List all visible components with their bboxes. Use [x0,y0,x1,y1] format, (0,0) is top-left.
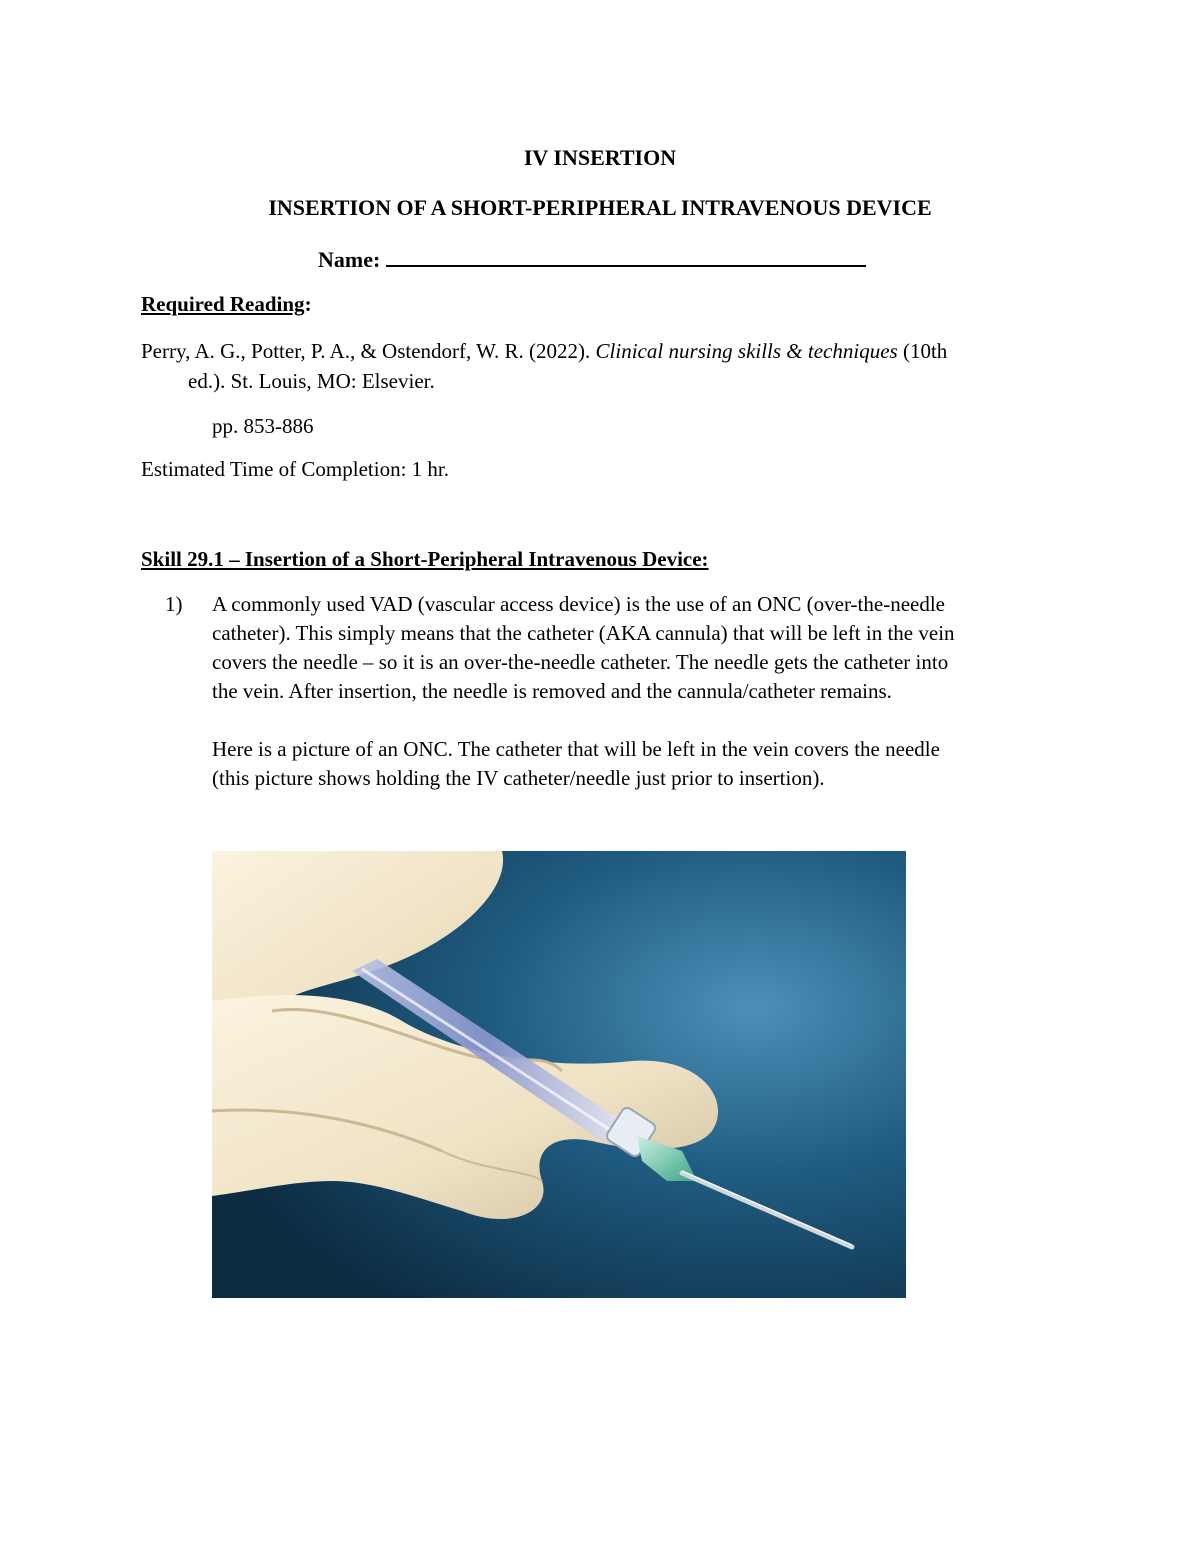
reference-book-title: Clinical nursing skills & techniques [595,339,898,363]
reference-line-2: ed.). St. Louis, MO: Elsevier. [188,369,435,393]
required-reading-heading [141,290,312,318]
required-reading-colon: : [304,292,312,316]
required-reading-label: Required Reading [141,292,305,316]
name-blank-line[interactable] [386,245,866,267]
name-field-row [318,245,866,274]
reference-pages: pp. 853-886 [212,414,314,438]
document-subtitle: INSERTION OF A SHORT-PERIPHERAL INTRAVENOUS DEVICE [268,195,932,220]
item-note-line: Here is a picture of an ONC. The catheter that will be left in the vein covers the needle [212,737,940,761]
reference-line-1 [141,337,947,365]
item-text-line: catheter). This simply means that the catheter (AKA cannula) that will be left in the vein [212,621,955,645]
name-label: Name: [318,247,381,272]
item-text-line: the vein. After insertion, the needle is removed and the cannula/catheter remains. [212,679,892,703]
skill-heading: Skill 29.1 – Insertion of a Short-Peripheral Intravenous Device: [141,547,709,571]
item-text-line: A commonly used VAD (vascular access device) is the use of an ONC (over-the-needle [212,592,945,616]
iv-catheter-photo [212,851,906,1298]
item-text-line: covers the needle – so it is an over-the-needle catheter. The needle gets the catheter into [212,650,949,674]
estimated-time: Estimated Time of Completion: 1 hr. [141,457,450,481]
item-note-line: (this picture shows holding the IV catheter/needle just prior to insertion). [212,766,825,790]
reference-edition-start: (10th [897,339,948,363]
item-number: 1) [165,592,183,616]
reference-authors: Perry, A. G., Potter, P. A., & Ostendorf, W. R. (2022). [141,339,596,363]
gloved-hand-iv-catheter-icon [212,851,906,1298]
document-title: IV INSERTION [523,145,677,170]
